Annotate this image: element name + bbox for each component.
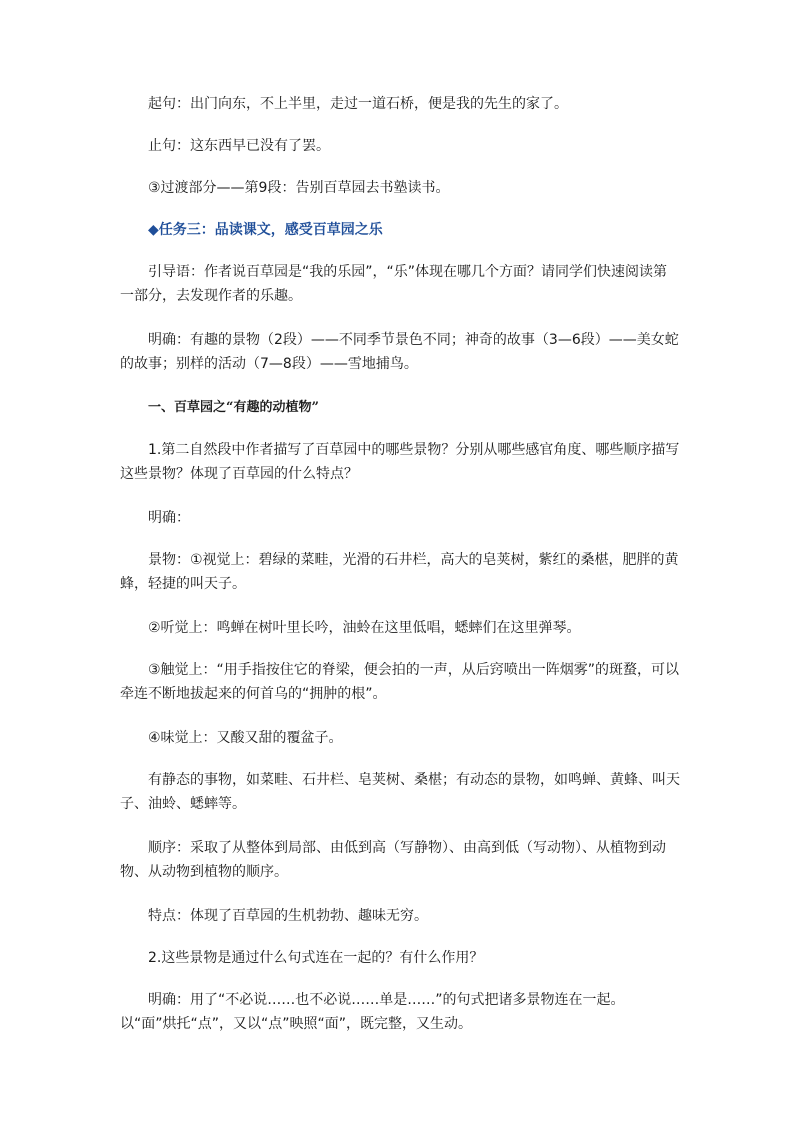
task-three-heading: ◆任务三：品读课文，感受百草园之乐 bbox=[148, 222, 383, 238]
section-one-heading: 一、百草园之“有趣的动植物” bbox=[148, 400, 319, 415]
answer-two: 明确：用了“不必说……也不必说……单是……”的句式把诸多景物连在一起。以“面”烘托“点”，又以“点”映照“面”，既完整，又生动。 bbox=[120, 992, 625, 1032]
order-paragraph: 顺序：采取了从整体到局部、由低到高（写静物）、由高到低（写动物）、从植物到动物、从动物到植物的顺序。 bbox=[120, 840, 666, 880]
answer-label: 明确： bbox=[148, 510, 190, 526]
scene-auditory: ②听觉上：鸣蝉在树叶里长吟，油蛉在这里低唱，蟋蟀们在这里弹琴。 bbox=[148, 620, 581, 636]
answer-paragraph: 明确：有趣的景物（2段）——不同季节景色不同；神奇的故事（3—6段）——美女蛇的故事；别样的活动（7—8段）——雪地捕鸟。 bbox=[120, 332, 679, 372]
static-dynamic: 有静态的事物，如菜畦、石井栏、皂荚树、桑椹；有动态的景物，如鸣蝉、黄蜂、叫天子、油蛉、蟋蟀等。 bbox=[120, 772, 680, 812]
guide-paragraph: 引导语：作者说百草园是“我的乐园”，“乐”体现在哪几个方面？请同学们快速阅读第一部分，去发现作者的乐趣。 bbox=[120, 264, 668, 304]
scene-taste: ④味觉上：又酸又甜的覆盆子。 bbox=[148, 730, 343, 746]
feature-paragraph: 特点：体现了百草园的生机勃勃、趣味无穷。 bbox=[148, 908, 428, 924]
scene-tactile: ③触觉上：“用手指按住它的脊梁，便会拍的一声，从后窍喷出一阵烟雾”的斑蝥，可以牵连不断地拔起来的何首乌的“拥肿的根”。 bbox=[120, 662, 680, 702]
question-one: 1.第二自然段中作者描写了百草园中的哪些景物？分别从哪些感官角度、哪些顺序描写这些景物？体现了百草园的什么特点？ bbox=[120, 442, 680, 482]
transition-part: ③过渡部分——第9段：告别百草园去书塾读书。 bbox=[148, 180, 450, 196]
scene-visual: 景物：①视觉上：碧绿的菜畦，光滑的石井栏，高大的皂荚树，紫红的桑椹，肥胖的黄蜂，轻捷的叫天子。 bbox=[120, 552, 679, 592]
closing-sentence: 止句：这东西早已没有了罢。 bbox=[148, 138, 330, 154]
question-two: 2.这些景物是通过什么句式连在一起的？有什么作用？ bbox=[148, 950, 484, 966]
opening-sentence: 起句：出门向东，不上半里，走过一道石桥，便是我的先生的家了。 bbox=[148, 96, 568, 112]
